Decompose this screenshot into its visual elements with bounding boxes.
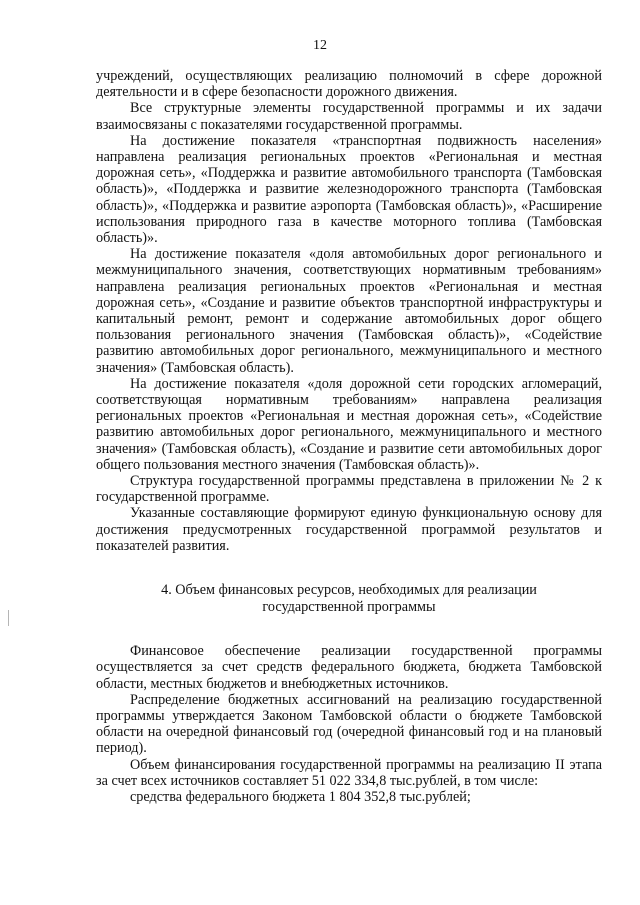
section-heading-line-1: 4. Объем финансовых ресурсов, необходимых для реализации xyxy=(161,582,537,599)
paragraph-regional-roads: На достижение показателя «доля автомобильных дорог регионального и межмуниципального значения, соответствующих нормативным требованиям» направлена реализация региональных проектов «Региональная и местная дорожная сеть», «Создание и развитие объектов транспортной инфраструктуры и капитальный ремонт, ремонт и содержание автомобильных дорог общего пользования регионального значения (Тамбовская область)», «Содействие развитию автомобильных дорог регионального, межмуниципального и местного значения» (Тамбовская область). xyxy=(96,246,602,376)
paragraph-financing-sources: Финансовое обеспечение реализации государственной программы осуществляется за счет средств федерального бюджета, бюджета Тамбовской области, местных бюджетов и внебюджетных источников. xyxy=(96,643,602,692)
section-heading xyxy=(96,582,602,615)
paragraph-federal-budget: средства федерального бюджета 1 804 352,8 тыс.рублей; xyxy=(130,788,471,805)
document-body xyxy=(96,68,602,805)
paragraph-financing-volume: Объем финансирования государственной программы на реализацию II этапа за счет всех источников составляет 51 022 334,8 тыс.рублей, в том числе: xyxy=(96,756,602,789)
paragraph-program-structure: Структура государственной программы представлена в приложении № 2 к государственной программе. xyxy=(96,473,602,506)
paragraph-transport-mobility: На достижение показателя «транспортная подвижность населения» направлена реализация региональных проектов «Региональная и местная дорожная сеть», «Поддержка и развитие автомобильного транспорта (Тамбовская область)», «Поддержка и развитие железнодорожного транспорта (Тамбовская область)», «Поддержка и развитие аэропорта (Тамбовская область)», «Расширение использования природного газа в качестве моторного топлива (Тамбовская область)». xyxy=(96,132,602,247)
section-spacer xyxy=(96,615,602,643)
paragraph-functional-basis: Указанные составляющие формируют единую функциональную основу для достижения предусмотренных государственной программой результатов и показателей развития. xyxy=(96,505,602,554)
page-number: 12 xyxy=(313,38,327,53)
scan-edge-mark xyxy=(8,610,9,626)
paragraph-urban-agglomerations: На достижение показателя «доля дорожной сети городских агломераций, соответствующая нормативным требованиям» направлена реализация региональных проектов «Региональная и местная дорожная сеть», «Содействие развитию автомобильных дорог регионального, межмуниципального и местного значения» (Тамбовская область), «Создание и развитие сети автомобильных дорог общего пользования местного значения (Тамбовская область)». xyxy=(96,375,602,473)
paragraph-structural-elements: Все структурные элементы государственной программы и их задачи взаимосвязаны с показателями государственной программы. xyxy=(96,100,602,133)
paragraph-continuation: учреждений, осуществляющих реализацию полномочий в сфере дорожной деятельности и в сфере безопасности дорожного движения. xyxy=(96,68,602,101)
paragraph-budget-allocation: Распределение бюджетных ассигнований на реализацию государственной программы утверждается Законом Тамбовской области о бюджете Тамбовской области на очередной финансовый год (очередной финансовый год и на плановый период). xyxy=(96,691,602,757)
section-heading-line-2: государственной программы xyxy=(262,598,436,615)
